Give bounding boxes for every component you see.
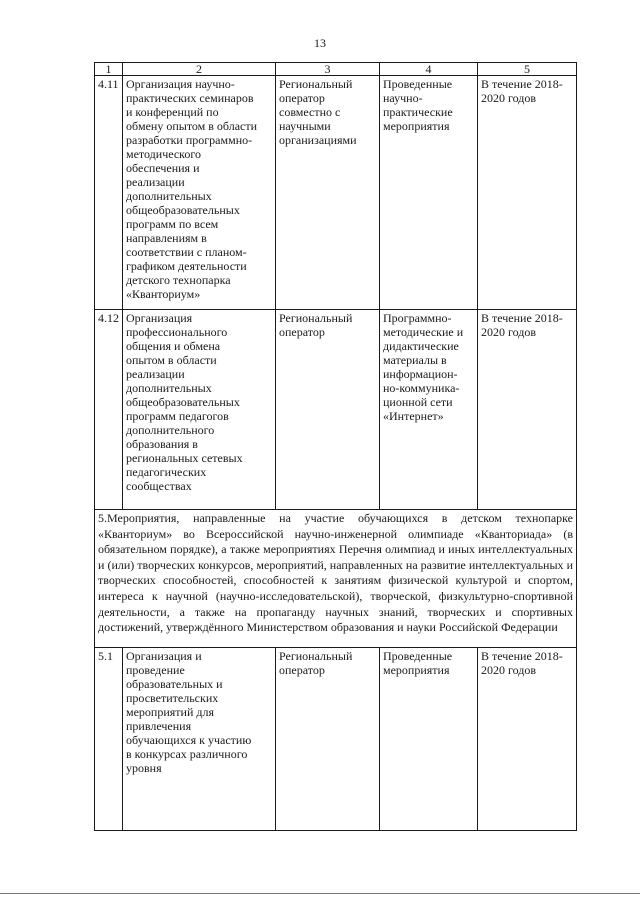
row-result: Программно- методические и дидактические материалы в информацион- но-коммуника- ционной сети «Интернет» <box>380 310 478 510</box>
header-cell: 2 <box>123 63 276 76</box>
header-cell: 5 <box>478 63 577 76</box>
row-executor: Региональный оператор совместно с научными организациями <box>276 76 380 310</box>
header-cell: 1 <box>95 63 123 76</box>
row-activity: Организация профессионального общения и обмена опытом в области реализации дополнительных общеобразовательных программ педагогов дополнительного образования в региональных сетевых педагогических сообществах <box>123 310 276 510</box>
header-cell: 4 <box>380 63 478 76</box>
table-row <box>95 310 577 510</box>
row-number: 4.12 <box>95 310 123 510</box>
row-activity: Организация и проведение образовательных и просветительских мероприятий для привлечения обучающихся к участию в конкурсах различного уровня <box>123 648 276 831</box>
page-bottom-edge <box>0 893 640 894</box>
table-row <box>95 648 577 831</box>
header-cell: 3 <box>276 63 380 76</box>
section-heading-row <box>95 510 577 648</box>
activities-table <box>94 62 577 831</box>
row-result: Проведенные научно- практические мероприятия <box>380 76 478 310</box>
row-period: В течение 2018- 2020 годов <box>478 648 577 831</box>
page-number: 13 <box>314 36 326 50</box>
table-row <box>95 76 577 310</box>
section-heading: 5.Мероприятия, направленные на участие обучающихся в детском технопарке «Кванториум» во Всероссийской научно-инженерной олимпиаде «Кванториада» (в обязательном порядке), а также мероприятиях Перечня олимпиад и иных интеллектуальных и (или) творческих конкурсов, мероприятий, направленных на развитие интеллектуальных и творческих способностей, способностей к занятиям физической культурой и спортом, интереса к научной (научно-исследовательской), творческой, физкультурно-спортивной деятельности, а также на пропаганду научных знаний, творческих и спортивных достижений, утверждённого Министерством образования и науки Российской Федерации <box>95 510 577 648</box>
table-header-row <box>95 63 577 76</box>
row-executor: Региональный оператор <box>276 310 380 510</box>
row-activity: Организация научно- практических семинаров и конференций по обмену опытом в области разработки программно- методического обеспечения и реализации дополнительных общеобразовательных программ по всем направлениям в соответствии с планом- графиком деятельности детского технопарка «Кванториум» <box>123 76 276 310</box>
row-period: В течение 2018- 2020 годов <box>478 76 577 310</box>
row-executor: Региональный оператор <box>276 648 380 831</box>
row-period: В течение 2018- 2020 годов <box>478 310 577 510</box>
row-number: 4.11 <box>95 76 123 310</box>
row-result: Проведенные мероприятия <box>380 648 478 831</box>
row-number: 5.1 <box>95 648 123 831</box>
